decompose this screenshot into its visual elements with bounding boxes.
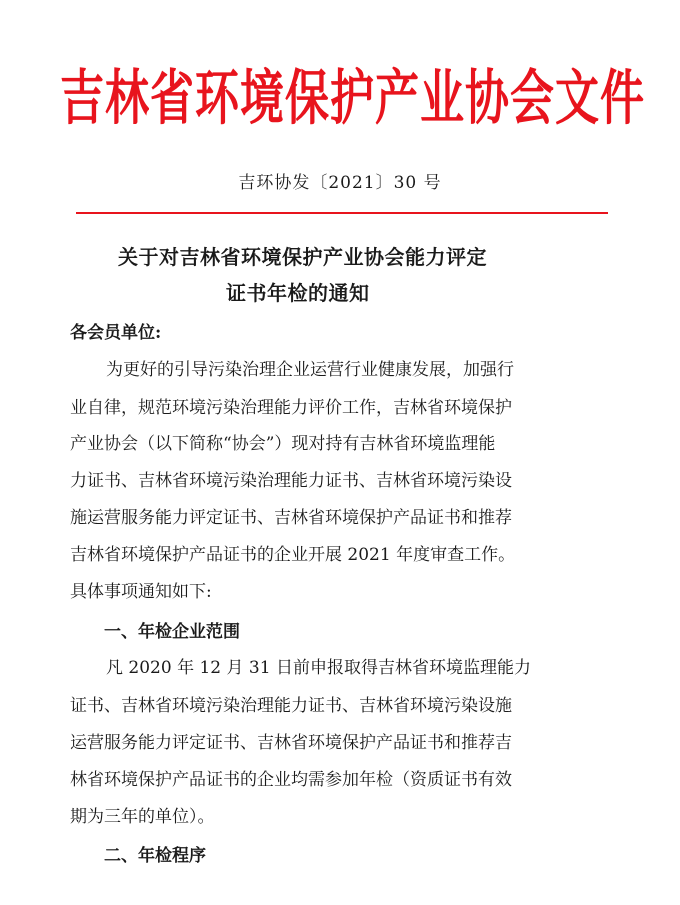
section-1-line-5: 期为三年的单位）。	[70, 807, 215, 827]
section-1-heading: 一、年检企业范围	[104, 622, 240, 642]
section-1-line-3: 运营服务能力评定证书、吉林省环境保护产品证书和推荐吉	[70, 733, 512, 753]
salutation: 各会员单位:	[70, 323, 162, 343]
notice-title-line-2: 证书年检的通知	[226, 281, 370, 305]
header-divider	[76, 212, 608, 214]
section-1-line-4: 林省环境保护产品证书的企业均需参加年检（资质证书有效	[70, 770, 512, 790]
notice-title-line-1: 关于对吉林省环境保护产业协会能力评定	[118, 245, 487, 269]
document-number: 吉环协发〔2021〕30 号	[238, 173, 442, 193]
intro-line-4: 力证书、吉林省环境污染治理能力证书、吉林省环境污染设	[70, 471, 512, 491]
intro-line-1: 为更好的引导污染治理企业运营行业健康发展，加强行	[106, 360, 514, 380]
document-header-title: 吉林省环境保护产业协会文件	[60, 64, 645, 134]
intro-line-6: 吉林省环境保护产品证书的企业开展 2021 年度审查工作。	[70, 545, 516, 565]
section-1-line-2: 证书、吉林省环境污染治理能力证书、吉林省环境污染设施	[70, 696, 512, 716]
section-1-line-1: 凡 2020 年 12 月 31 日前申报取得吉林省环境监理能力	[106, 658, 531, 678]
intro-line-3: 产业协会（以下简称“协会”）现对持有吉林省环境监理能	[70, 434, 496, 454]
section-2-heading: 二、年检程序	[104, 846, 206, 866]
intro-line-2: 业自律，规范环境污染治理能力评价工作，吉林省环境保护	[70, 398, 512, 418]
intro-line-5: 施运营服务能力评定证书、吉林省环境保护产品证书和推荐	[70, 508, 512, 528]
intro-line-7: 具体事项通知如下:	[70, 582, 212, 602]
